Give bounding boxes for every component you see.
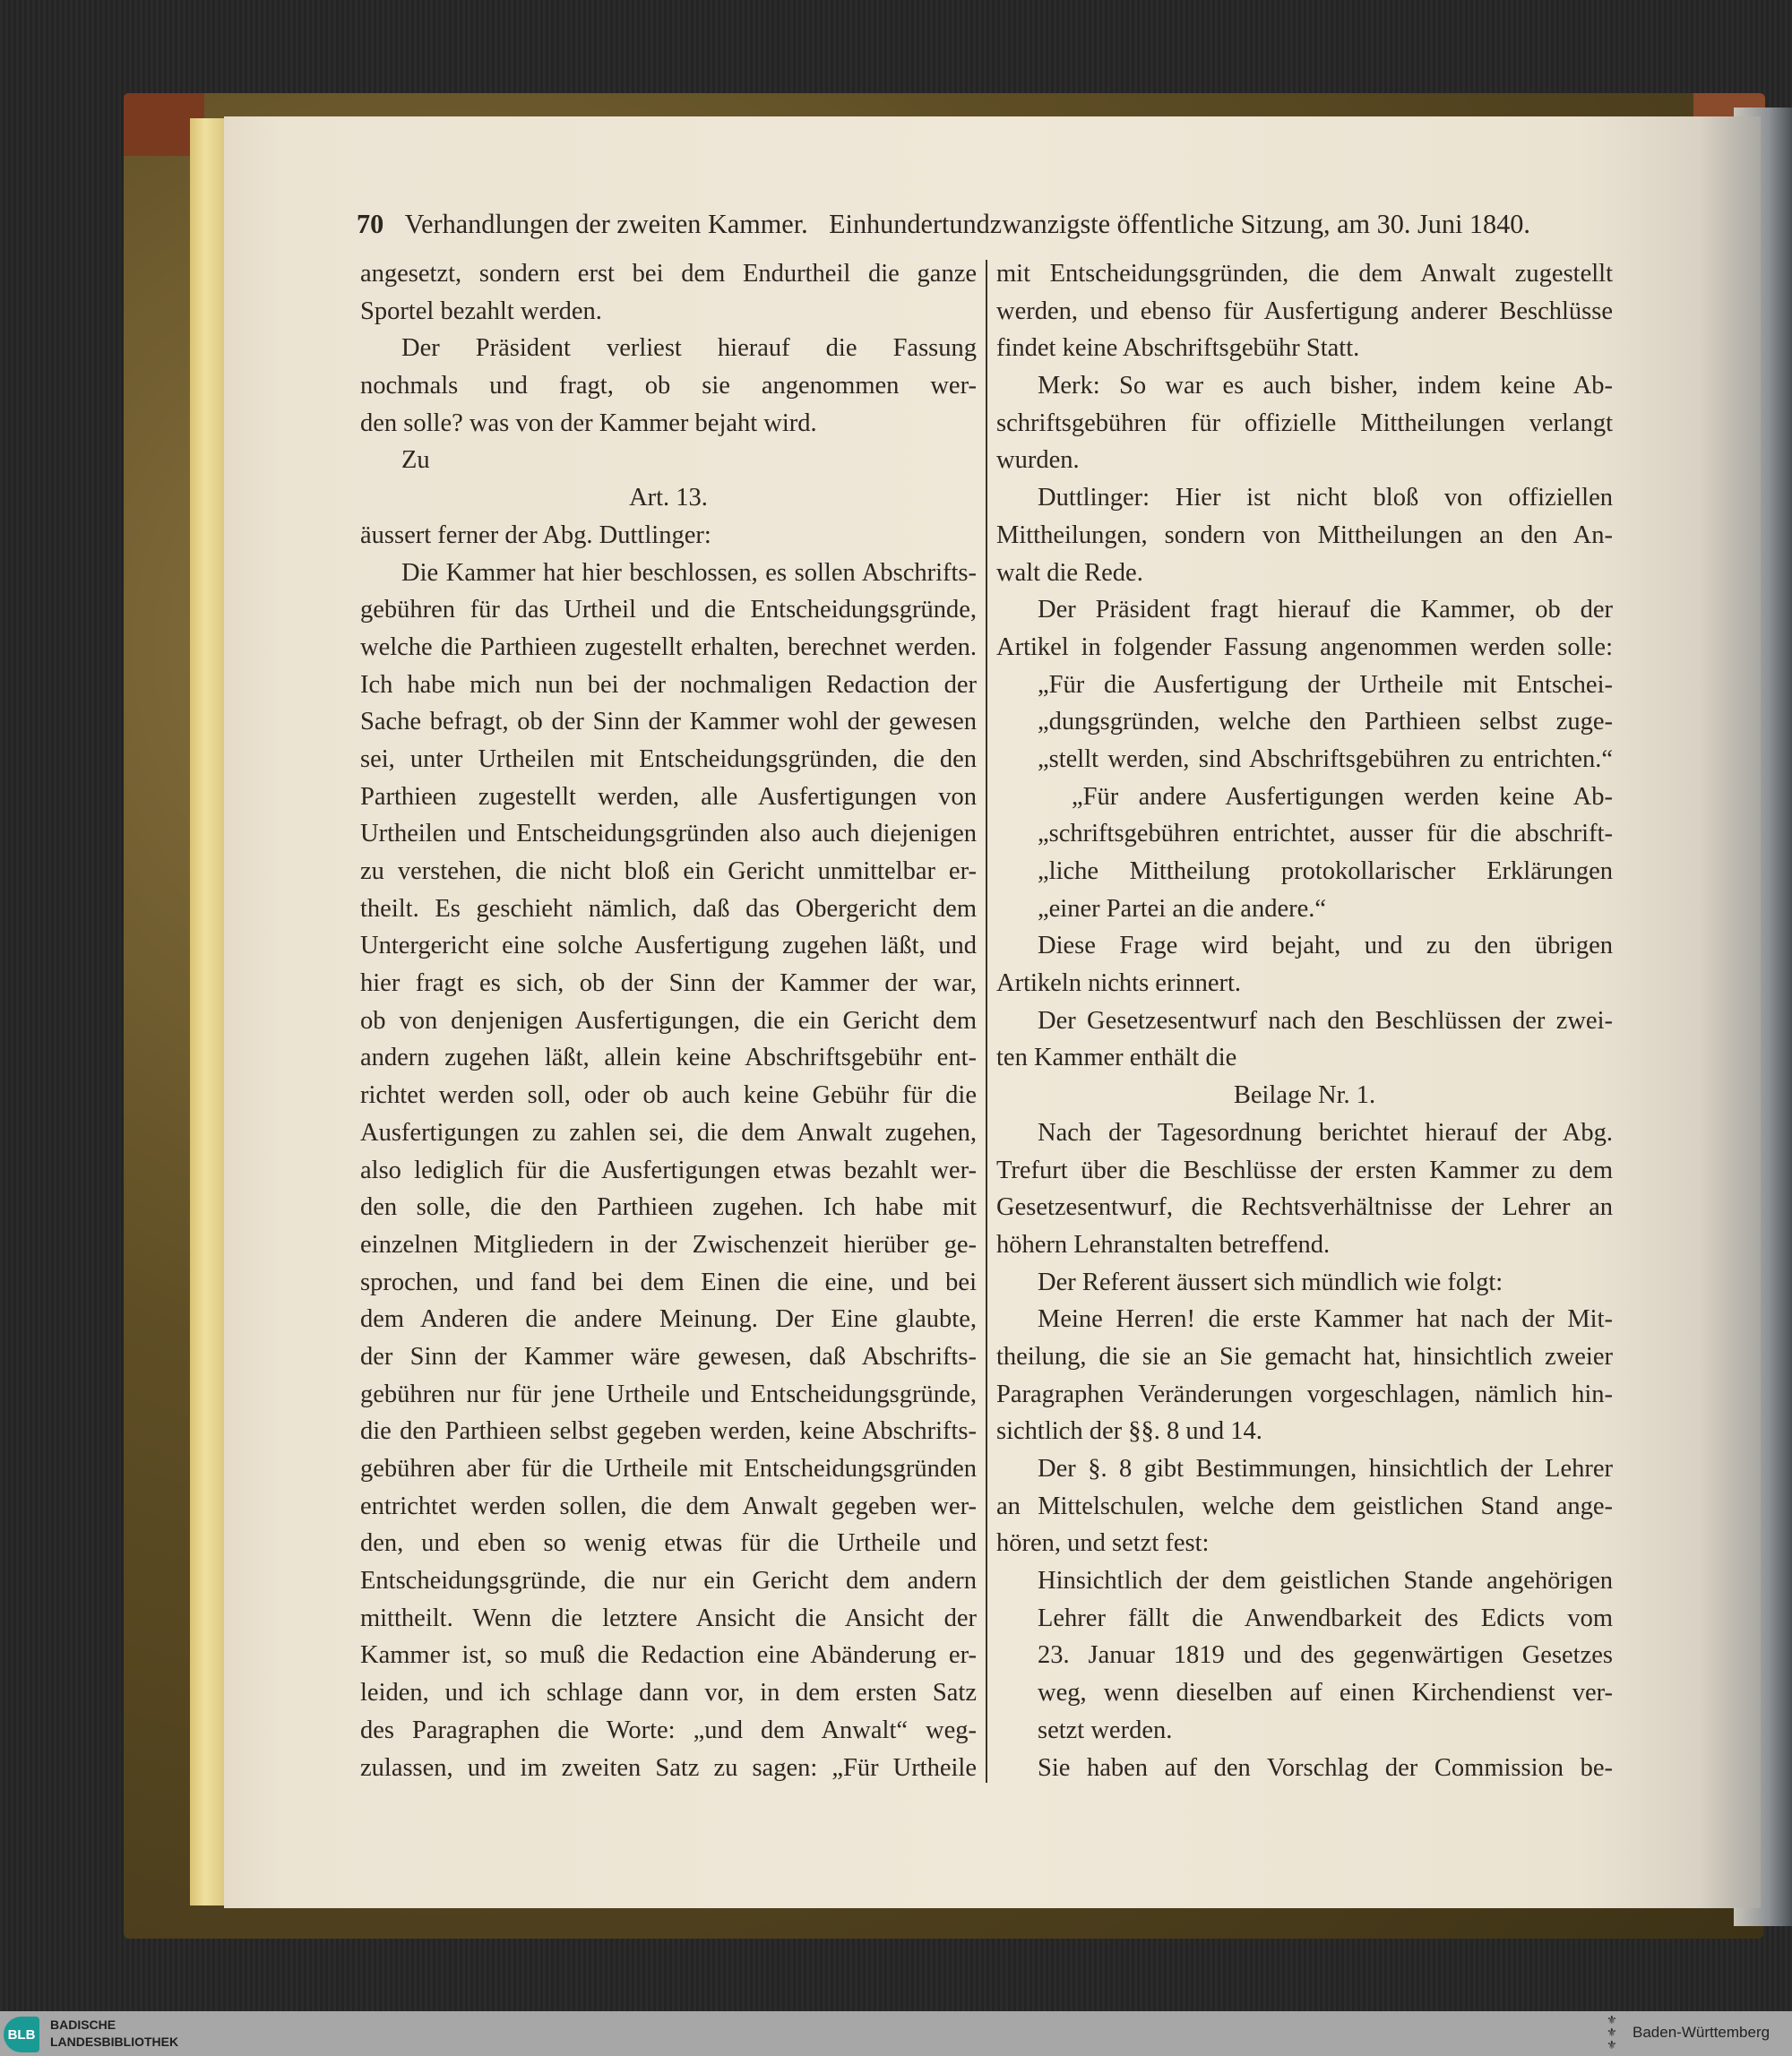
text-line: Zu <box>401 446 430 475</box>
section-heading: Beilage Nr. 1. <box>1233 1081 1376 1110</box>
text-line: hören, und setzt fest: <box>996 1529 1210 1558</box>
text-line: Ausfertigungen zu zahlen sei, die dem Anwalt zugehen, <box>360 1118 977 1147</box>
text-line: Sie haben auf den Vorschlag der Commission be- <box>1038 1753 1613 1782</box>
text-line: Mittheilungen, sondern von Mittheilungen an den An- <box>996 520 1613 549</box>
text-line: schriftsgebühren für offizielle Mittheilungen verlangt <box>996 409 1613 437</box>
text-line: gebühren nur für jene Urtheile und Entscheidungsgründe, <box>360 1380 977 1408</box>
text-line: 23. Januar 1819 und des gegenwärtigen Gesetzes <box>1038 1641 1613 1670</box>
blb-logo[interactable]: BLB <box>4 2017 39 2052</box>
text-line: sei, unter Urtheilen mit Entscheidungsgründen, die den <box>360 744 977 773</box>
text-line: Hinsichtlich der dem geistlichen Stande angehörigen <box>1038 1567 1613 1596</box>
text-line: Die Kammer hat hier beschlossen, es sollen Abschrifts- <box>401 558 977 587</box>
text-line: höhern Lehranstalten betreffend. <box>996 1230 1331 1259</box>
text-line: Urtheilen und Entscheidungsgründen also auch diejenigen <box>360 820 977 848</box>
text-line: einzelnen Mitgliedern in der Zwischenzeit hierüber ge- <box>360 1230 977 1259</box>
text-line: „schriftsgebühren entrichtet, ausser für die abschrift- <box>1038 820 1613 848</box>
text-line: entrichtet werden sollen, die dem Anwalt gegeben wer- <box>360 1492 977 1520</box>
library-name-line2: LANDESBIBLIOTHEK <box>50 2034 179 2049</box>
text-line: Der Präsident fragt hierauf die Kammer, ob der <box>1038 596 1613 624</box>
text-line: Gesetzesentwurf, die Rechtsverhältnisse der Lehrer an <box>996 1193 1613 1222</box>
text-line: ob von denjenigen Ausfertigungen, die ein Gericht dem <box>360 1006 977 1035</box>
text-line: also lediglich für die Ausfertigungen etwas bezahlt wer- <box>360 1156 977 1184</box>
text-line: Ich habe mich nun bei der nochmaligen Redaction der <box>360 670 977 699</box>
text-line: Der §. 8 gibt Bestimmungen, hinsichtlich der Lehrer <box>1038 1455 1613 1483</box>
text-line: Sportel bezahlt werden. <box>360 297 602 325</box>
text-line: andern zugehen läßt, allein keine Abschriftsgebühr ent- <box>360 1044 977 1072</box>
text-line: mittheilt. Wenn die letztere Ansicht die Ansicht der <box>360 1604 977 1632</box>
text-line: Lehrer fällt die Anwendbarkeit des Edicts vom <box>1038 1604 1613 1632</box>
text-line: an Mittelschulen, welche dem geistlichen Stand ange- <box>996 1492 1613 1520</box>
text-line: Parthieen zugestellt werden, alle Ausfertigungen von <box>360 782 977 811</box>
text-line: wurden. <box>996 446 1080 475</box>
text-line: werden, und ebenso für Ausfertigung anderer Beschlüsse <box>996 297 1613 325</box>
text-line: Sache befragt, ob der Sinn der Kammer wohl der gewesen <box>360 708 977 736</box>
text-line: Der Präsident verliest hierauf die Fassung <box>401 334 977 363</box>
text-line: „Für die Ausfertigung der Urtheile mit Entschei- <box>1038 670 1613 699</box>
text-line: sichtlich der §§. 8 und 14. <box>996 1417 1262 1446</box>
text-line: den solle? was von der Kammer bejaht wird. <box>360 409 817 437</box>
text-line: Merk: So war es auch bisher, indem keine Ab- <box>1038 372 1613 400</box>
text-line: „einer Partei an die andere.“ <box>1038 894 1327 923</box>
running-title: Verhandlungen der zweiten Kammer. <box>404 208 808 239</box>
text-line: der Sinn der Kammer wäre gewesen, daß Abschrifts- <box>360 1342 977 1371</box>
text-line: dem Anderen die andere Meinung. Der Eine glaubte, <box>360 1305 977 1334</box>
page-stack-edge <box>190 118 228 1905</box>
text-line: Diese Frage wird bejaht, und zu den übrigen <box>1038 932 1613 960</box>
text-line: weg, wenn dieselben auf einen Kirchendienst ver- <box>1038 1679 1613 1708</box>
text-line: den, und eben so wenig etwas für die Urtheile und <box>360 1529 977 1558</box>
text-line: Der Gesetzesentwurf nach den Beschlüssen der zwei- <box>1038 1006 1613 1035</box>
text-line: leiden, und ich schlage dann vor, in dem ersten Satz <box>360 1679 977 1708</box>
text-line: den solle, die den Parthieen zugehen. Ich habe mit <box>360 1193 977 1222</box>
text-line: richtet werden soll, oder ob auch keine Gebühr für die <box>360 1081 977 1110</box>
text-line: zu verstehen, die nicht bloß ein Gericht unmittelbar er- <box>360 857 977 885</box>
text-line: „Für andere Ausfertigungen werden keine Ab- <box>1072 782 1613 811</box>
column-divider <box>986 260 987 1783</box>
text-line: gebühren für das Urtheil und die Entscheidungsgründe, <box>360 596 977 624</box>
text-line: mit Entscheidungsgründen, die dem Anwalt zugestellt <box>996 260 1613 288</box>
text-line: Kammer ist, so muß die Redaction eine Abänderung er- <box>360 1641 977 1670</box>
text-line: des Paragraphen die Worte: „und dem Anwalt“ weg- <box>360 1716 977 1744</box>
right-text-column <box>996 255 1613 1786</box>
baden-wuerttemberg-lions-icon: ⚜ ⚜ ⚜ <box>1607 2013 1617 2052</box>
text-line: Paragraphen Veränderungen vorgeschlagen, nämlich hin- <box>996 1380 1613 1408</box>
text-line: setzt werden. <box>1038 1716 1173 1744</box>
text-line: walt die Rede. <box>996 558 1143 587</box>
page-number: 70 <box>357 208 384 239</box>
library-name <box>50 2017 178 2051</box>
text-line: Der Referent äussert sich mündlich wie folgt: <box>1038 1268 1503 1296</box>
state-name[interactable]: Baden-Württemberg <box>1633 2024 1770 2041</box>
text-line: angesetzt, sondern erst bei dem Endurtheil die ganze <box>360 260 977 288</box>
text-line: Entscheidungsgründe, die nur ein Gericht dem andern <box>360 1567 977 1596</box>
text-line: „stellt werden, sind Abschriftsgebühren zu entrichten.“ <box>1038 744 1613 773</box>
text-line: theilt. Es geschieht nämlich, daß das Obergericht dem <box>360 894 977 923</box>
library-name-line1: BADISCHE <box>50 2017 116 2032</box>
viewer-footer <box>0 2011 1792 2056</box>
text-line: Nach der Tagesordnung berichtet hierauf der Abg. <box>1038 1118 1613 1147</box>
text-line: findet keine Abschriftsgebühr Statt. <box>996 334 1360 363</box>
text-line: zulassen, und im zweiten Satz zu sagen: „Für Urtheile <box>360 1753 977 1782</box>
text-line: welche die Parthieen zugestellt erhalten, berechnet werden. <box>360 632 977 661</box>
text-line: Untergericht eine solche Ausfertigung zugehen läßt, und <box>360 932 977 960</box>
text-line: die den Parthieen selbst gegeben werden, keine Abschrifts- <box>360 1417 977 1446</box>
text-line: sprochen, und fand bei dem Einen die eine, und bei <box>360 1268 977 1296</box>
running-header <box>357 206 1528 242</box>
text-line: „liche Mittheilung protokollarischer Erklärungen <box>1038 857 1613 885</box>
text-line: „dungsgründen, welche den Parthieen selbst zuge- <box>1038 708 1613 736</box>
section-heading: Art. 13. <box>629 484 708 512</box>
text-line: Artikeln nichts erinnert. <box>996 969 1242 998</box>
text-line: gebühren aber für die Urtheile mit Entscheidungsgründen <box>360 1455 977 1483</box>
text-line: hier fragt es sich, ob der Sinn der Kammer der war, <box>360 969 977 998</box>
text-line: Duttlinger: Hier ist nicht bloß von offiziellen <box>1038 484 1613 512</box>
text-line: Meine Herren! die erste Kammer hat nach der Mit- <box>1038 1305 1613 1334</box>
left-text-column <box>360 255 977 1786</box>
text-line: Trefurt über die Beschlüsse der ersten Kammer zu dem <box>996 1156 1613 1184</box>
text-line: ten Kammer enthält die <box>996 1044 1237 1072</box>
text-line: theilung, die sie an Sie gemacht hat, hinsichtlich zweier <box>996 1342 1613 1371</box>
text-line: nochmals und fragt, ob sie angenommen wer- <box>360 372 977 400</box>
session-title: Einhundertundzwanzigste öffentliche Sitzung, am 30. Juni 1840. <box>829 208 1530 239</box>
text-line: äussert ferner der Abg. Duttlinger: <box>360 520 711 549</box>
text-line: Artikel in folgender Fassung angenommen werden solle: <box>996 632 1613 661</box>
